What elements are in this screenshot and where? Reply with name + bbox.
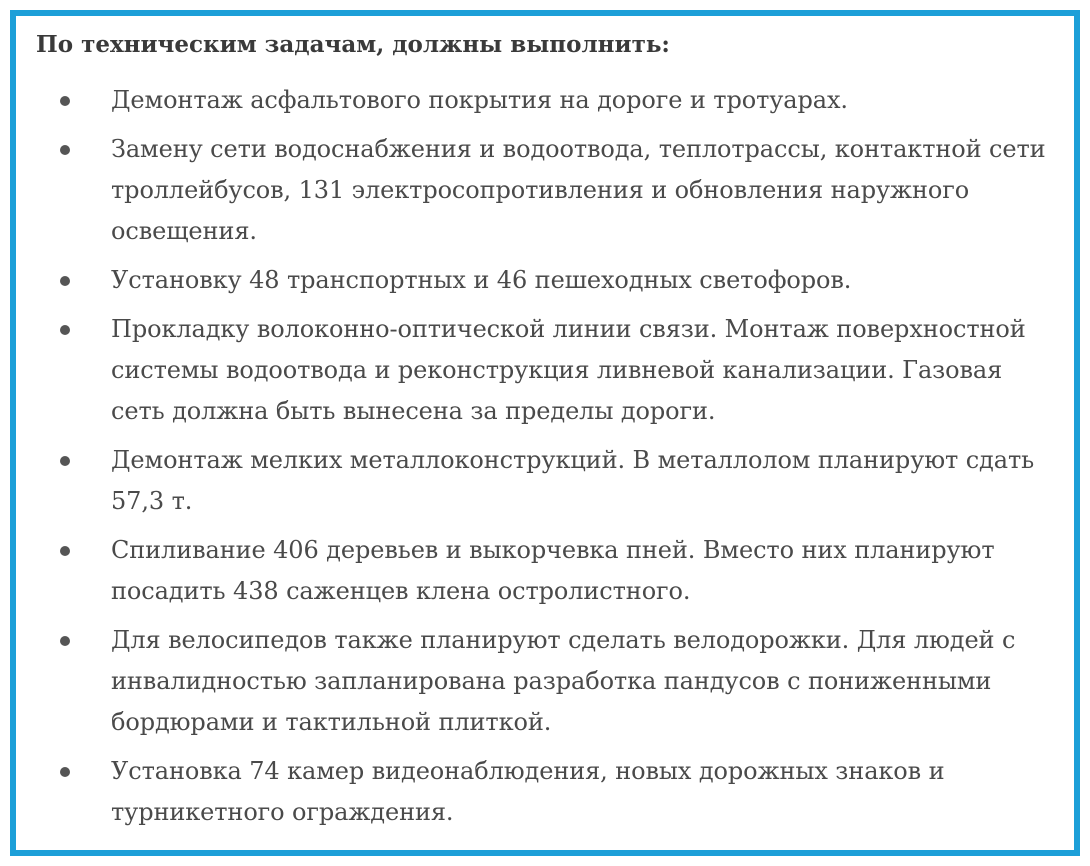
list-item: [36, 129, 1054, 252]
task-list: [36, 80, 1054, 833]
bullet-icon: [60, 145, 70, 155]
list-item: [36, 440, 1054, 522]
list-item-text: Демонтаж асфальтового покрытия на дороге и тротуарах.: [111, 86, 848, 114]
list-item: [36, 620, 1054, 743]
content-frame: [10, 10, 1080, 856]
list-item-text: Для велосипедов также планируют сделать велодорожки. Для людей с инвалидностью запланирована разработка пандусов с пониженными бордюрами и тактильной плиткой.: [111, 626, 1016, 736]
list-item-text: Установка 74 камер видеонаблюдения, новых дорожных знаков и турникетного ограждения.: [111, 757, 945, 826]
list-item-text: Замену сети водоснабжения и водоотвода, теплотрассы, контактной сети троллейбусов, 131 электросопротивления и обновления наружного освещения.: [111, 135, 1046, 245]
list-item: [36, 80, 1054, 121]
list-item-text: Спиливание 406 деревьев и выкорчевка пней. Вместо них планируют посадить 438 саженцев клена остролистного.: [111, 536, 995, 605]
list-item-text: Прокладку волоконно-оптической линии связи. Монтаж поверхностной системы водоотвода и реконструкция ливневой канализации. Газовая сеть должна быть вынесена за пределы дороги.: [111, 315, 1026, 425]
list-item-text: Демонтаж мелких металлоконструкций. В металлолом планируют сдать 57,3 т.: [111, 446, 1035, 515]
list-item: [36, 260, 1054, 301]
list-item: [36, 751, 1054, 833]
article-content: [16, 16, 1074, 833]
bullet-icon: [60, 325, 70, 335]
bullet-icon: [60, 767, 70, 777]
bullet-icon: [60, 96, 70, 106]
section-heading: По техническим задачам, должны выполнить:: [36, 31, 670, 58]
bullet-icon: [60, 276, 70, 286]
list-item-text: Установку 48 транспортных и 46 пешеходных светофоров.: [111, 266, 852, 294]
list-item: [36, 530, 1054, 612]
bullet-icon: [60, 636, 70, 646]
list-item: [36, 309, 1054, 432]
bullet-icon: [60, 456, 70, 466]
bullet-icon: [60, 546, 70, 556]
